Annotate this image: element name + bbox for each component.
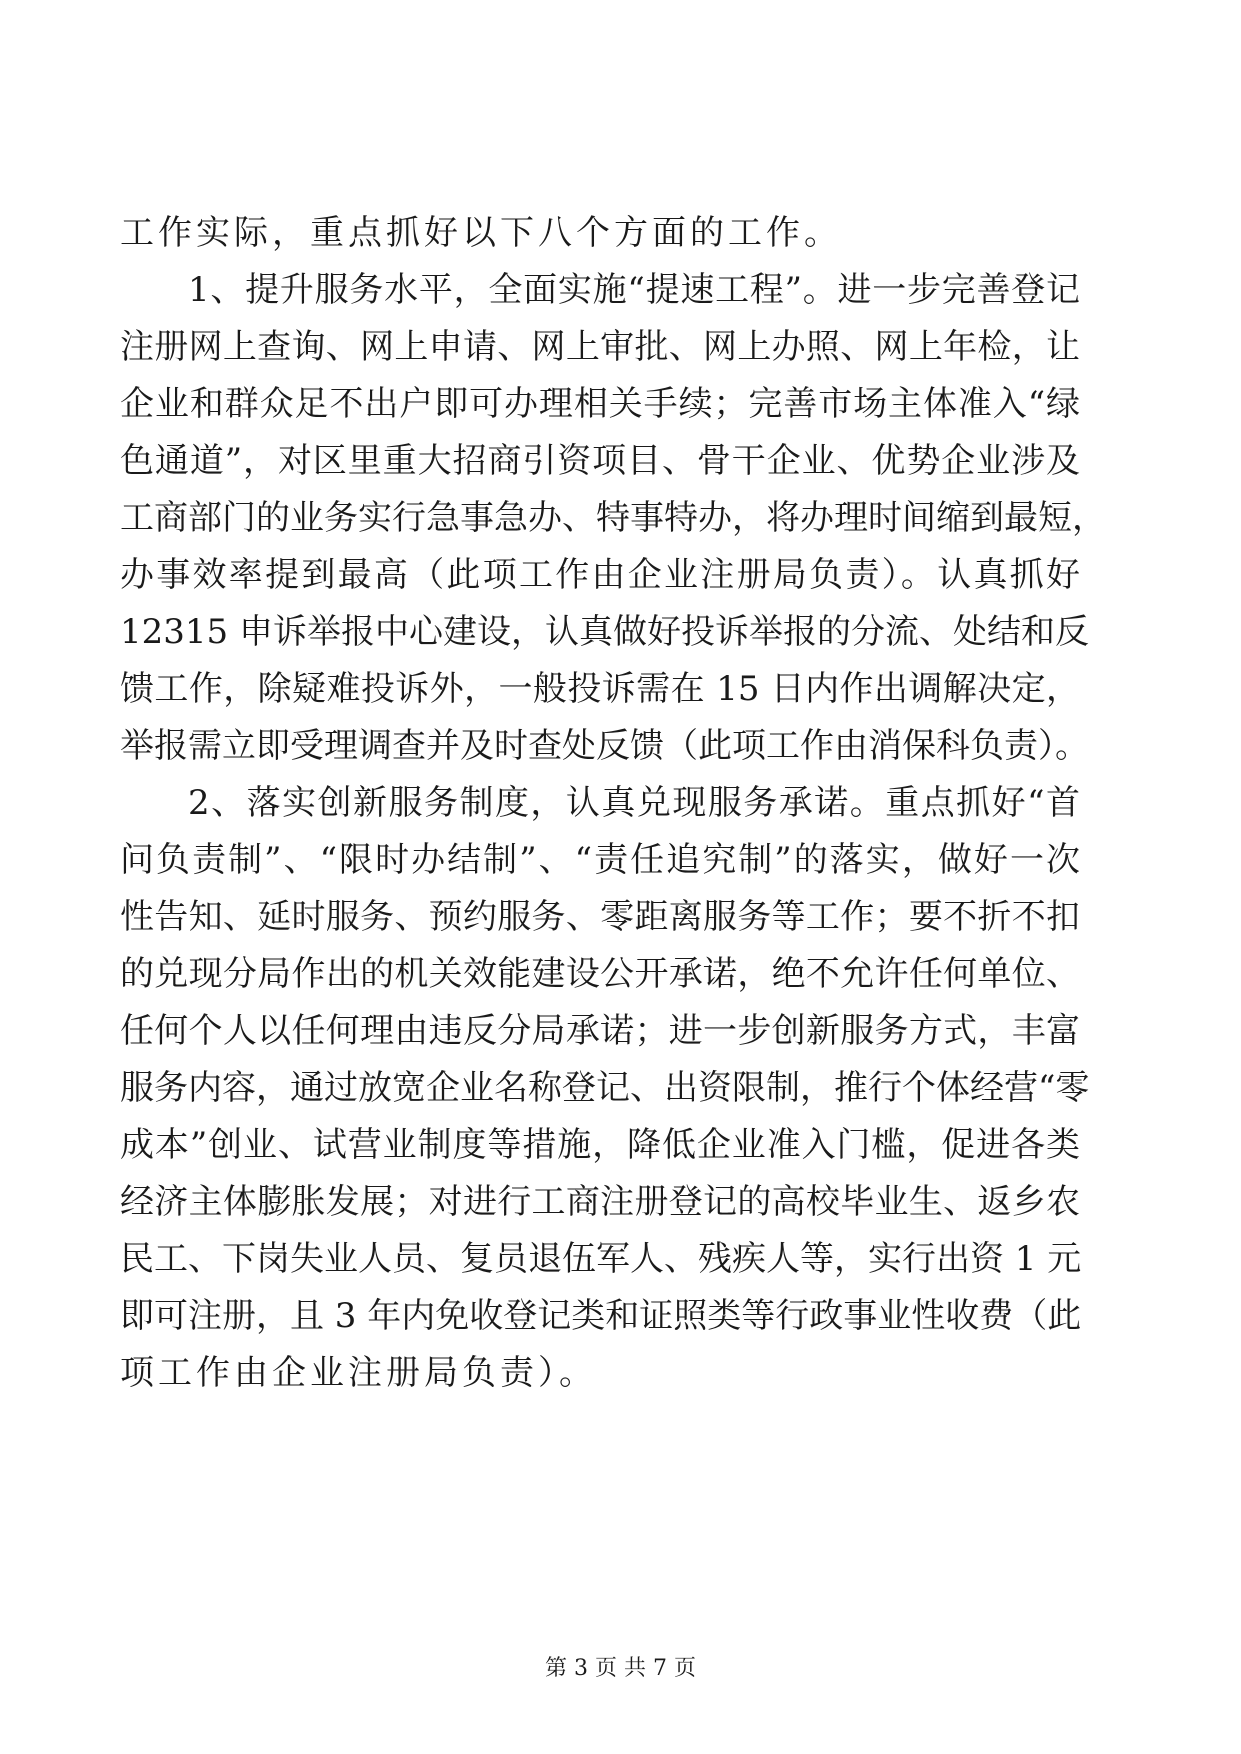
page-number-footer: 第 3 页 共 7 页 xyxy=(545,1656,696,1681)
paragraph-line: 民工、下岗失业人员、复员退伍军人、残疾人等，实行出资 1 元 xyxy=(120,1239,1082,1279)
paragraph-line: 注册网上查询、网上申请、网上审批、网上办照、网上年检，让 xyxy=(120,327,1080,367)
paragraph-line: 成本”创业、试营业制度等措施，降低企业准入门槛，促进各类 xyxy=(120,1125,1080,1165)
paragraph-line: 12315 申诉举报中心建设，认真做好投诉举报的分流、处结和反 xyxy=(120,612,1089,652)
paragraph-line: 工作实际，重点抓好以下八个方面的工作。 xyxy=(120,213,842,253)
item-1-heading-line: 1、提升服务水平，全面实施“提速工程”。进一步完善登记 xyxy=(188,270,1080,310)
paragraph-line: 工商部门的业务实行急事急办、特事特办，将办理时间缩到最短， xyxy=(120,498,1106,538)
paragraph-line: 项工作由企业注册局负责）。 xyxy=(120,1353,597,1393)
paragraph-line: 馈工作，除疑难投诉外，一般投诉需在 15 日内作出调解决定， xyxy=(120,669,1080,709)
paragraph-line: 企业和群众足不出户即可办理相关手续；完善市场主体准入“绿 xyxy=(120,384,1080,424)
paragraph-line: 问负责制”、“限时办结制”、“责任追究制”的落实，做好一次 xyxy=(120,840,1080,880)
paragraph-line: 服务内容，通过放宽企业名称登记、出资限制，推行个体经营“零 xyxy=(120,1068,1090,1108)
paragraph-line: 任何个人以任何理由违反分局承诺；进一步创新服务方式，丰富 xyxy=(120,1011,1080,1051)
paragraph-line: 色通道”，对区里重大招商引资项目、骨干企业、优势企业涉及 xyxy=(120,441,1080,481)
paragraph-line: 即可注册，且 3 年内免收登记类和证照类等行政事业性收费（此 xyxy=(120,1296,1082,1336)
paragraph-line: 经济主体膨胀发展；对进行工商注册登记的高校毕业生、返乡农 xyxy=(120,1182,1080,1222)
paragraph-line: 办事效率提到最高（此项工作由企业注册局负责）。认真抓好 xyxy=(120,555,1080,595)
paragraph-line: 性告知、延时服务、预约服务、零距离服务等工作；要不折不扣 xyxy=(120,897,1080,937)
paragraph-line: 的兑现分局作出的机关效能建设公开承诺，绝不允许任何单位、 xyxy=(120,954,1080,994)
item-2-heading-line: 2、落实创新服务制度，认真兑现服务承诺。重点抓好“首 xyxy=(188,783,1080,823)
paragraph-line: 举报需立即受理调查并及时查处反馈（此项工作由消保科负责）。 xyxy=(120,726,1089,766)
